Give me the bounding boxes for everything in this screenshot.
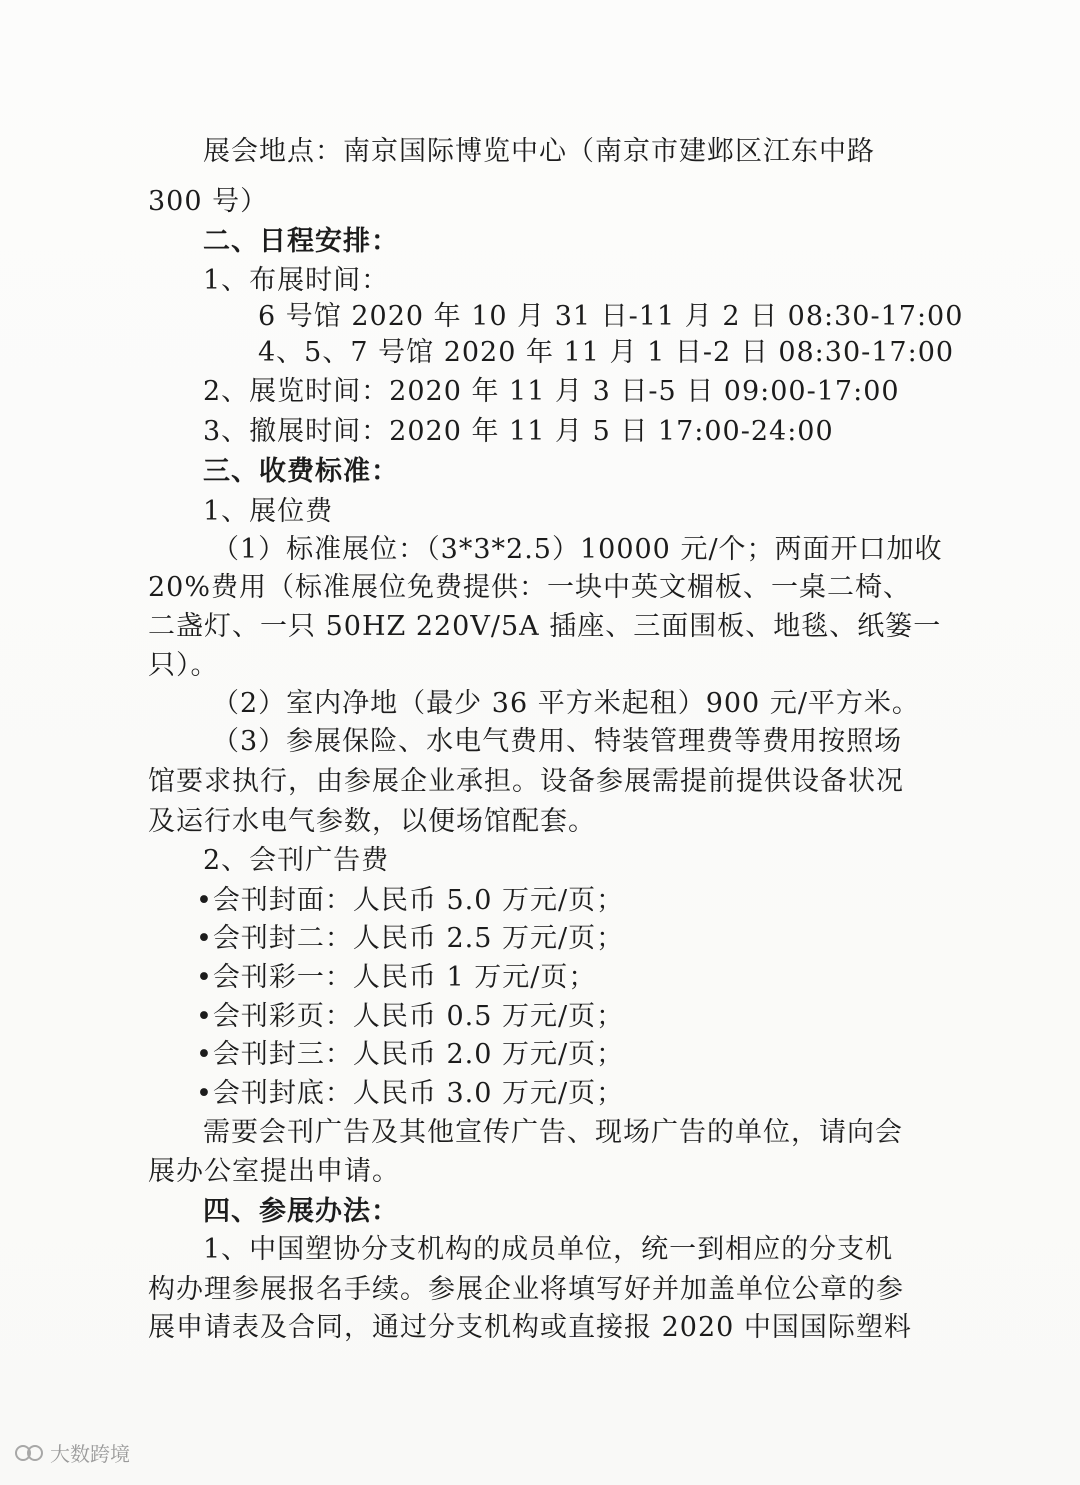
text-line: 展申请表及合同，通过分支机构或直接报 2020 中国国际塑料 [148, 1312, 912, 1343]
text-line: 只）。 [148, 650, 219, 681]
text-line: 及运行水电气参数，以便场馆配套。 [148, 806, 596, 837]
section-heading: 四、参展办法： [203, 1196, 399, 1227]
text-line: （3）参展保险、水电气费用、特装管理费等费用按照场 [212, 726, 903, 757]
watermark [14, 1438, 130, 1467]
text-line: （1）标准展位：（3*3*2.5）10000 元/个；两面开口加收 [212, 534, 943, 565]
list-item: •会刊封三：人民币 2.0 万元/页； [196, 1039, 625, 1070]
section-heading: 三、收费标准： [203, 456, 399, 487]
text-line: 3、撤展时间：2020 年 11 月 5 日 17:00-24:00 [203, 416, 834, 447]
list-item: •会刊封二：人民币 2.5 万元/页； [196, 923, 625, 954]
list-item: •会刊封面：人民币 5.0 万元/页； [196, 885, 625, 916]
text-line: 2、会刊广告费 [203, 845, 390, 876]
text-line: 1、布展时间： [203, 265, 390, 296]
list-item: •会刊彩一：人民币 1 万元/页； [196, 962, 597, 993]
text-line: 1、中国塑协分支机构的成员单位，统一到相应的分支机 [203, 1234, 894, 1265]
text-line: 需要会刊广告及其他宣传广告、现场广告的单位，请向会 [203, 1117, 903, 1148]
text-line: 1、展位费 [203, 496, 334, 527]
text-line: 2、展览时间：2020 年 11 月 3 日-5 日 09:00-17:00 [203, 376, 900, 407]
text-line: 4、5、7 号馆 2020 年 11 月 1 日-2 日 08:30-17:00 [258, 337, 955, 368]
watermark-logo-icon [14, 1442, 44, 1464]
text-line: 馆要求执行，由参展企业承担。设备参展需提前提供设备状况 [148, 766, 904, 797]
text-line: （2）室内净地（最少 36 平方米起租）900 元/平方米。 [212, 688, 920, 719]
list-item: •会刊彩页：人民币 0.5 万元/页； [196, 1001, 625, 1032]
text-line: 展办公室提出申请。 [148, 1156, 400, 1187]
text-line: 20%费用（标准展位免费提供：一块中英文楣板、一桌二椅、 [148, 572, 912, 603]
text-line: 二盏灯、一只 50HZ 220V/5A 插座、三面围板、地毯、纸篓一 [148, 611, 942, 642]
text-line: 构办理参展报名手续。参展企业将填写好并加盖单位公章的参 [148, 1274, 904, 1305]
text-line: 6 号馆 2020 年 10 月 31 日-11 月 2 日 08:30-17:00 [258, 301, 964, 332]
section-heading: 二、日程安排： [203, 226, 399, 257]
text-line: 300 号） [148, 186, 269, 217]
watermark-text: 大数跨境 [50, 1442, 130, 1466]
text-line: 展会地点：南京国际博览中心（南京市建邺区江东中路 [203, 136, 875, 167]
list-item: •会刊封底：人民币 3.0 万元/页； [196, 1078, 625, 1109]
